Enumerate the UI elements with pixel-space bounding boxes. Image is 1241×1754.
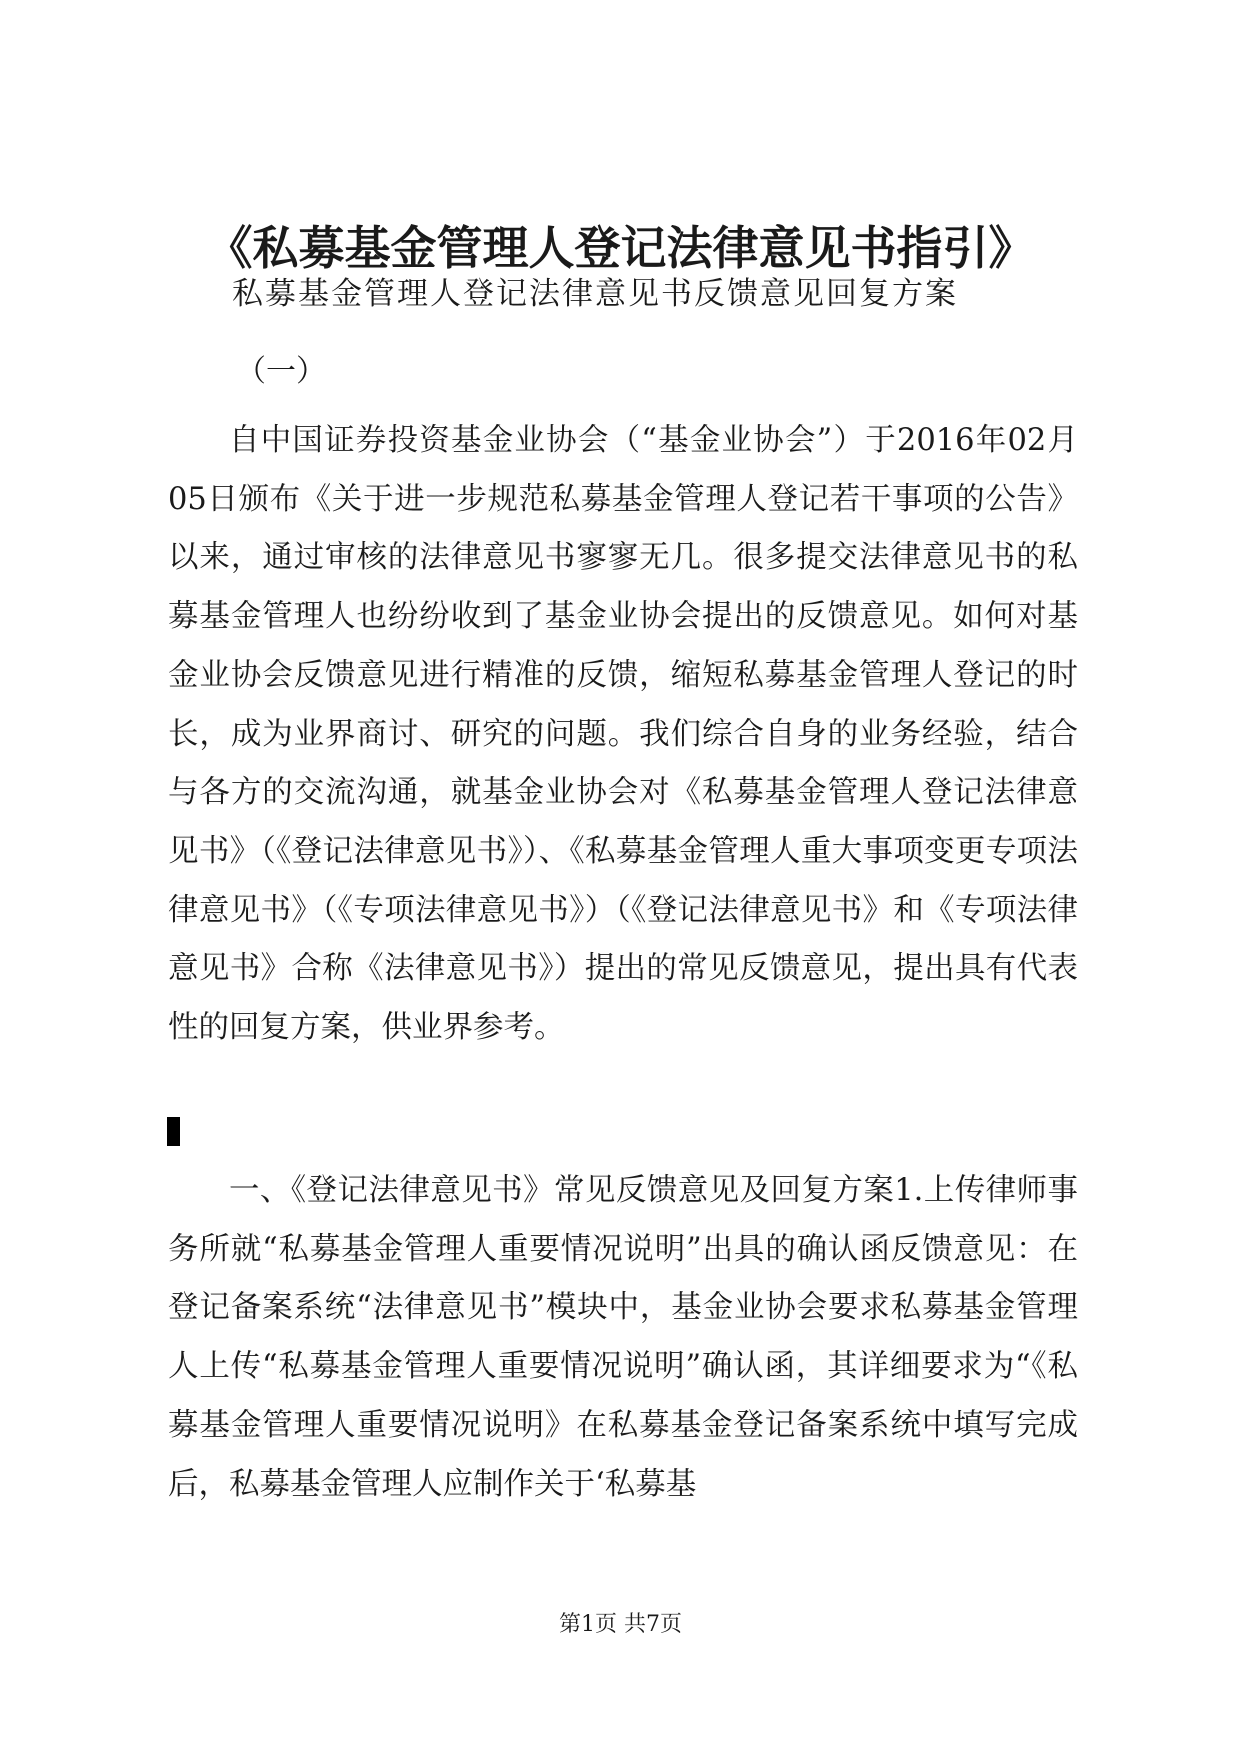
paragraph-marker-icon [167, 1117, 180, 1146]
body-paragraph-intro: 自中国证券投资基金业协会（“基金业协会”）于2016年02月05日颁布《关于进一步规范私募基金管理人登记若干事项的公告》以来，通过审核的法律意见书寥寥无几。很多提交法律意见书的私募基金管理人也纷纷收到了基金业协会提出的反馈意见。如何对基金业协会反馈意见进行精准的反馈，缩短私募基金管理人登记的时长，成为业界商讨、研究的问题。我们综合自身的业务经验，结合与各方的交流沟通，就基金业协会对《私募基金管理人登记法律意见书》（《登记法律意见书》）、《私募基金管理人重大事项变更专项法律意见书》（《专项法律意见书》）（《登记法律意见书》和《专项法律意见书》合称《法律意见书》）提出的常见反馈意见，提出具有代表性的回复方案，供业界参考。 [168, 423, 1078, 1046]
body-paragraph-section-one: 一、《登记法律意见书》常见反馈意见及回复方案1.上传律师事务所就“私募基金管理人重要情况说明”出具的确认函反馈意见：在登记备案系统“法律意见书”模块中，基金业协会要求私募基金管理人上传“私募基金管理人重要情况说明”确认函，其详细要求为“《私募基金管理人重要情况说明》在私募基金登记备案系统中填写完成后，私募基金管理人应制作关于‘私募基 [168, 1173, 1078, 1502]
document-subtitle: 私募基金管理人登记法律意见书反馈意见回复方案 [232, 276, 958, 312]
page-footer: 第1页 共7页 [559, 1612, 682, 1637]
document-title: 《私募基金管理人登记法律意见书指引》 [206, 221, 1035, 275]
section-number: （一） [236, 354, 326, 389]
